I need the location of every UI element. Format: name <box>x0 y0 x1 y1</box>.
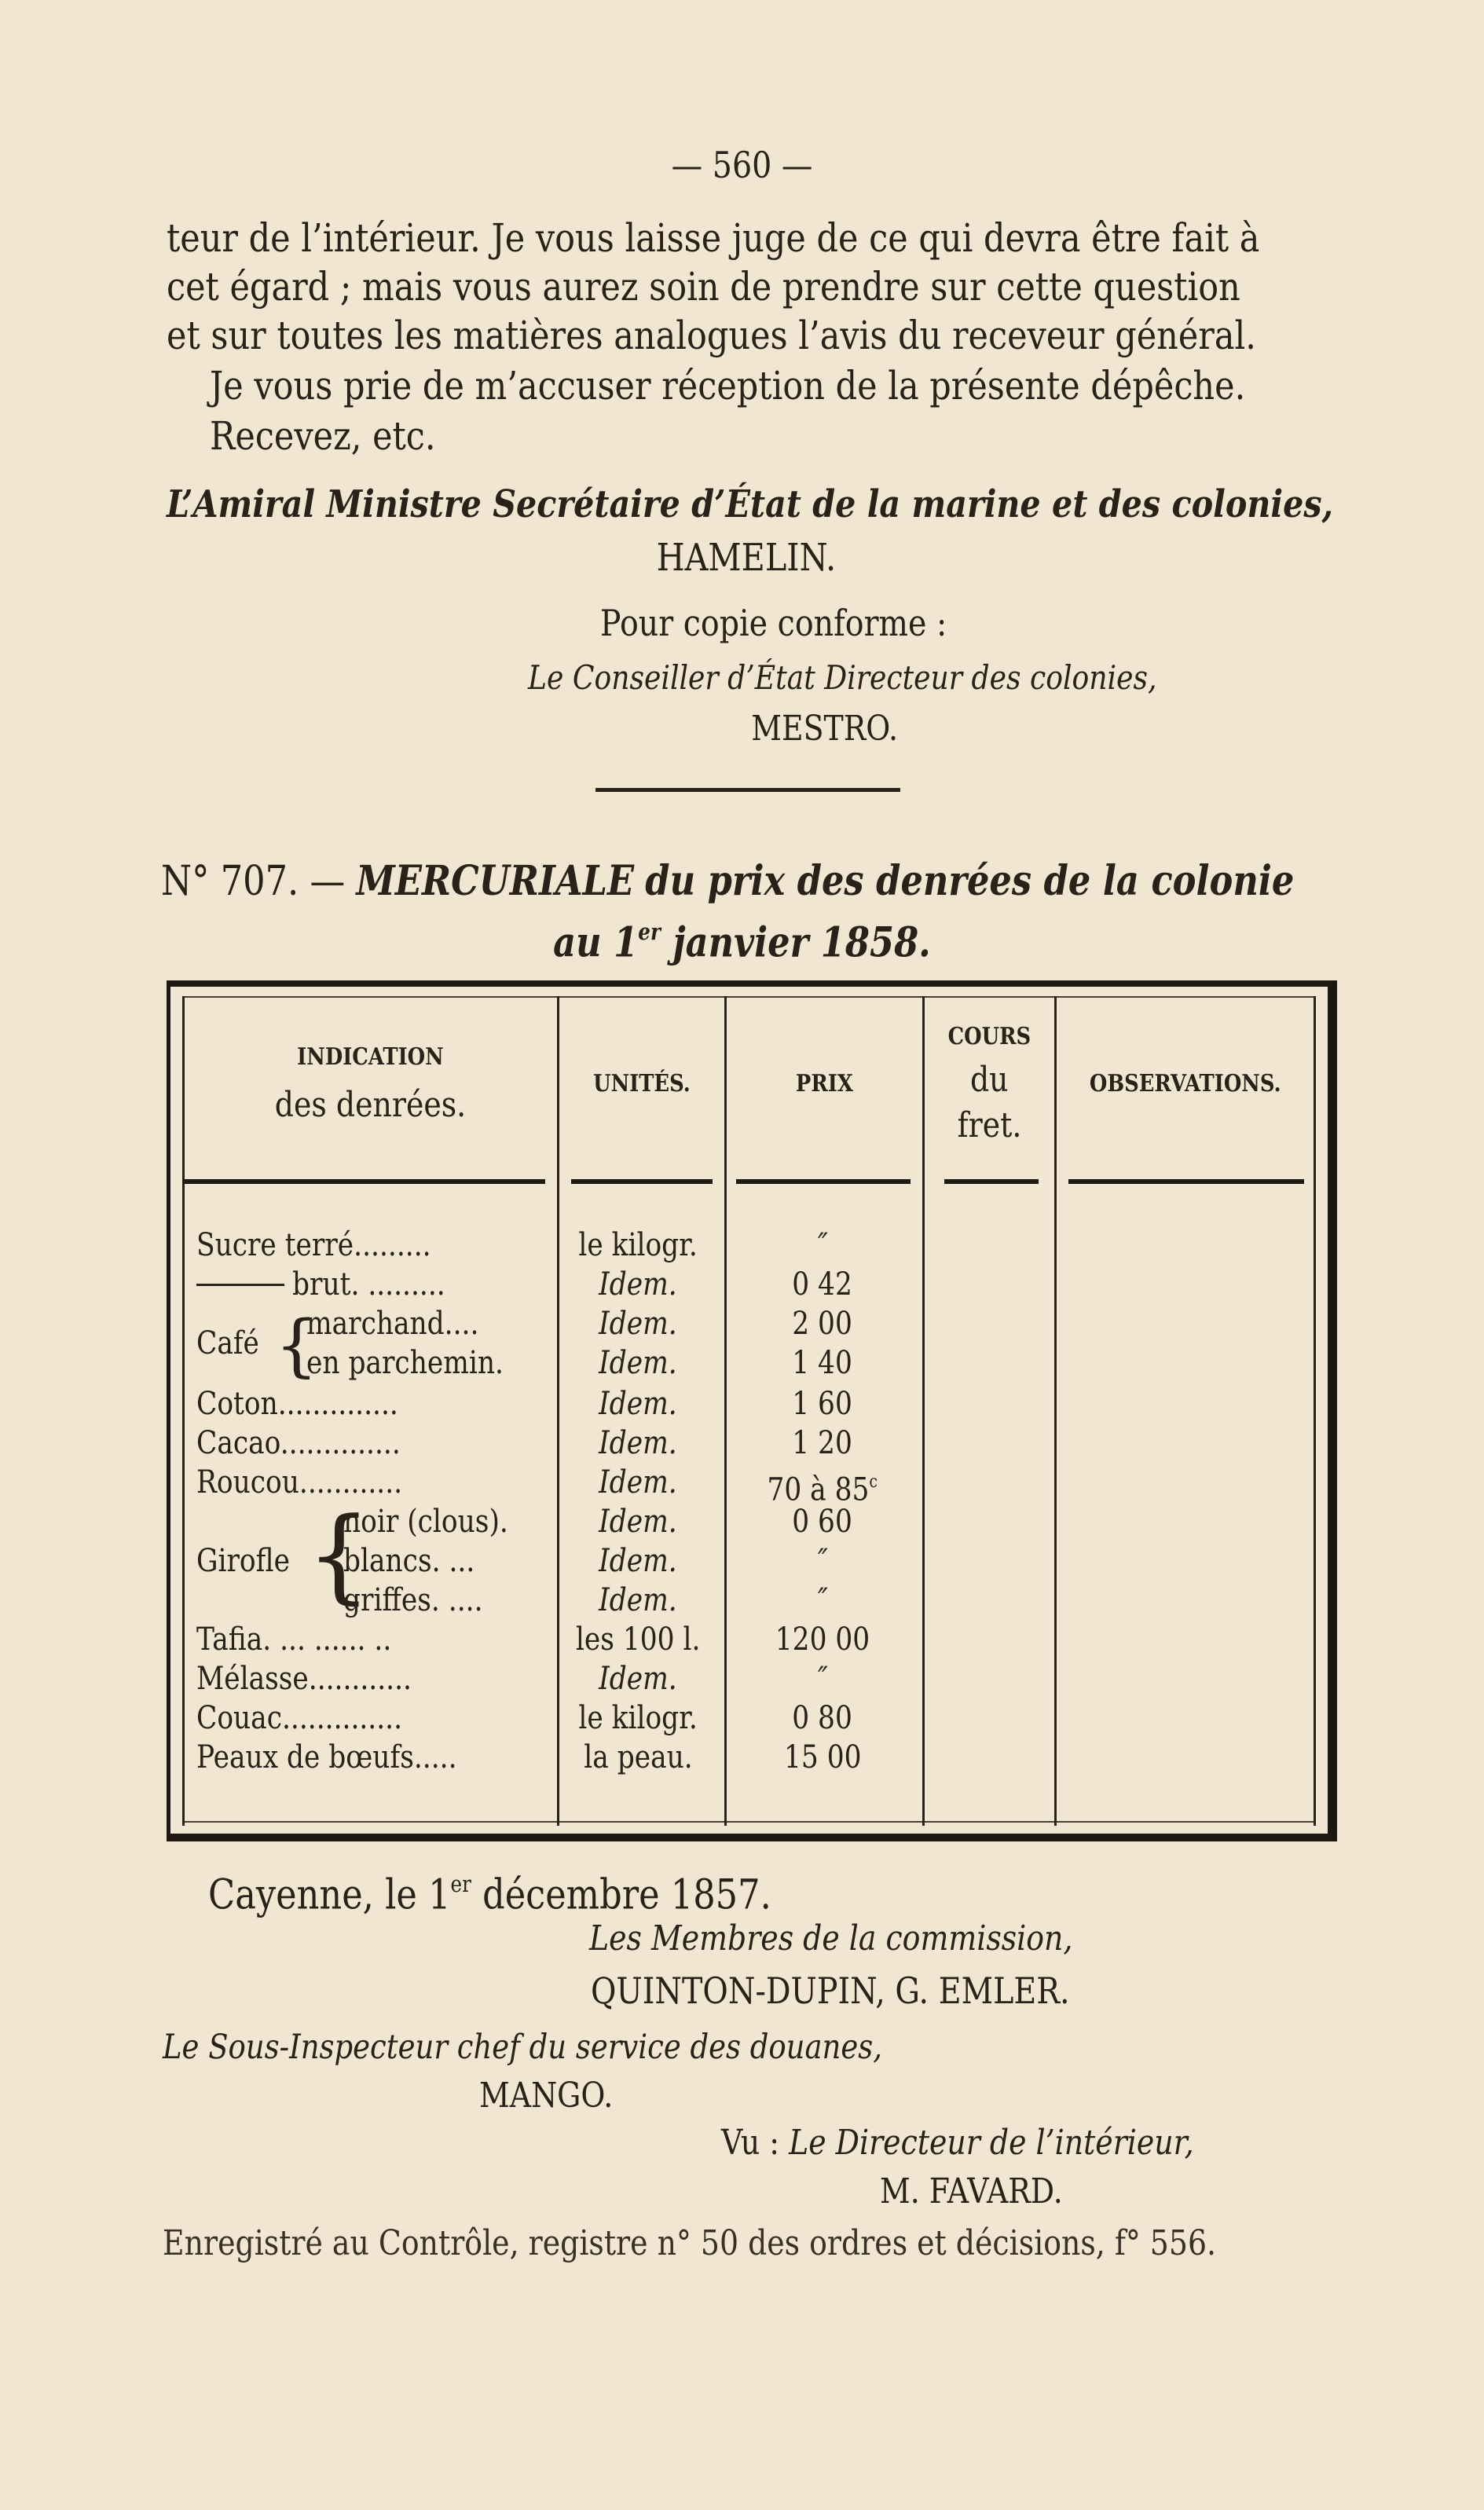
header-rule <box>1068 1179 1304 1184</box>
header-indication-bottom: des denrées. <box>274 1085 467 1125</box>
row-unit: Idem. <box>599 1425 677 1461</box>
header-unites: UNITÉS. <box>593 1070 691 1097</box>
ditto-dash <box>196 1284 284 1286</box>
row-unit: Idem. <box>599 1582 677 1618</box>
intro-line-2: cet égard ; mais vous aurez soin de prendre sur cette question <box>167 264 1240 310</box>
place-date: Cayenne, le 1er décembre 1857. <box>208 1871 771 1919</box>
table-row <box>167 1698 1337 1738</box>
table-row <box>167 1738 1337 1777</box>
row-label: Couac.............. <box>196 1700 403 1736</box>
inspector-title: Le Sous-Inspecteur chef du service des douanes, <box>163 2028 882 2067</box>
row-price: ″ <box>817 1661 828 1697</box>
row-unit: le kilogr. <box>578 1700 698 1736</box>
heading-title-rest: du prix des denrées de la colonie <box>645 857 1295 905</box>
row-unit: Idem. <box>599 1543 677 1579</box>
table-row <box>167 1502 1337 1541</box>
row-unit: Idem. <box>599 1345 677 1381</box>
heading-number: N° 707. — <box>161 858 346 905</box>
minister-name: HAMELIN. <box>656 536 836 580</box>
header-cours-top: COURS <box>947 1023 1031 1050</box>
table-inner-top <box>182 996 1314 998</box>
row-price: 1 40 <box>792 1345 853 1381</box>
intro-line-3: et sur toutes les matières analogues l’avis du receveur général. <box>167 313 1256 358</box>
heading-date: au 1er janvier 1858. <box>553 918 931 967</box>
intro-line-4: Je vous prie de m’accuser réception de la présente dépêche. <box>210 363 1246 409</box>
table-row <box>167 1659 1337 1698</box>
copy-label: Pour copie conforme : <box>599 602 947 644</box>
copy-name: MESTRO. <box>751 709 898 749</box>
row-label: marchand.... <box>306 1306 479 1342</box>
row-price: 0 80 <box>792 1700 853 1736</box>
row-price: 0 42 <box>792 1266 853 1303</box>
header-observations: OBSERVATIONS. <box>1089 1070 1281 1097</box>
price-table <box>167 980 1337 1841</box>
row-label: blancs. ... <box>343 1543 475 1579</box>
row-price: 0 60 <box>792 1504 853 1540</box>
header-rule <box>571 1179 713 1184</box>
heading-title-bold: MERCURIALE <box>356 857 635 905</box>
row-price: 1 60 <box>792 1386 853 1422</box>
inspector-name: MANGO. <box>479 2076 614 2116</box>
row-label: griffes. .... <box>343 1582 483 1618</box>
members-title: Les Membres de la commission, <box>589 1918 1073 1959</box>
header-cours-mid: du <box>970 1060 1009 1100</box>
header-rule <box>944 1179 1039 1184</box>
row-label: Peaux de bœufs..... <box>196 1739 457 1775</box>
row-unit: Idem. <box>599 1661 677 1697</box>
document-heading <box>161 856 1479 907</box>
row-unit: Idem. <box>599 1306 677 1342</box>
table-row <box>167 1424 1337 1463</box>
director-line <box>721 2121 1271 2165</box>
row-unit: la peau. <box>583 1739 693 1775</box>
row-price: 15 00 <box>783 1739 862 1775</box>
header-indication-top: INDICATION <box>297 1043 444 1071</box>
row-label: Coton.............. <box>196 1386 398 1422</box>
registration-note: Enregistré au Contrôle, registre n° 50 des ordres et décisions, f° 556. <box>163 2223 1217 2263</box>
row-price: 2 00 <box>792 1306 853 1342</box>
table-inner-bottom <box>182 1821 1314 1823</box>
table-row <box>167 1226 1337 1265</box>
table-row <box>167 1581 1337 1620</box>
table-row <box>167 1620 1337 1659</box>
row-unit: Idem. <box>599 1266 677 1303</box>
row-price: 120 00 <box>775 1621 870 1658</box>
header-cours-bottom: fret. <box>957 1105 1022 1145</box>
minister-title: L’Amiral Ministre Secrétaire d’État de la marine et des colonies, <box>167 482 1333 526</box>
director-name: M. FAVARD. <box>880 2171 1063 2211</box>
table-row <box>167 1304 1337 1343</box>
table-row <box>167 1265 1337 1304</box>
row-label: Cacao.............. <box>196 1425 401 1461</box>
row-label: Tafia. ... ...... .. <box>196 1621 392 1658</box>
table-row <box>167 1343 1337 1383</box>
row-label: brut. ......... <box>292 1266 445 1303</box>
row-price: 70 à 85$^c$ <box>767 1471 878 1508</box>
row-price: 1 20 <box>792 1425 853 1461</box>
row-unit: les 100 l. <box>575 1621 701 1658</box>
vu-label: Vu : <box>721 2123 780 2163</box>
row-price: ″ <box>817 1543 828 1579</box>
row-unit: Idem. <box>599 1464 677 1501</box>
separator-rule <box>595 788 900 792</box>
row-unit: Idem. <box>599 1386 677 1422</box>
row-label: Roucou............ <box>196 1464 403 1501</box>
row-unit: le kilogr. <box>578 1227 698 1263</box>
table-row <box>167 1541 1337 1581</box>
row-unit: Idem. <box>599 1504 677 1540</box>
row-label: Mélasse............ <box>196 1661 412 1697</box>
copy-title: Le Conseiller d’État Directeur des colonies, <box>528 658 1157 697</box>
table-row <box>167 1384 1337 1424</box>
brace-icon: { <box>275 1306 318 1385</box>
page-number: — 560 — <box>671 144 813 186</box>
members-names: QUINTON-DUPIN, G. EMLER. <box>591 1970 1070 2012</box>
intro-line-5: Recevez, etc. <box>210 413 436 459</box>
director-title: Le Directeur de l’intérieur, <box>789 2123 1194 2163</box>
header-rule <box>736 1179 911 1184</box>
header-rule <box>184 1179 545 1184</box>
table-border-top <box>167 980 1337 987</box>
header-prix: PRIX <box>796 1070 853 1097</box>
group-label-cafe: Café <box>196 1325 259 1361</box>
brace-icon: { <box>306 1495 372 1614</box>
row-label: noir (clous). <box>343 1504 508 1540</box>
table-border-bottom <box>167 1834 1337 1841</box>
row-label: en parchemin. <box>306 1345 504 1381</box>
row-label: Sucre terré......... <box>196 1227 431 1263</box>
row-price: ″ <box>817 1227 828 1263</box>
intro-line-1: teur de l’intérieur. Je vous laisse juge de ce qui devra être fait à <box>167 215 1260 261</box>
row-price: ″ <box>817 1582 828 1618</box>
group-label-girofle: Girofle <box>196 1543 290 1579</box>
